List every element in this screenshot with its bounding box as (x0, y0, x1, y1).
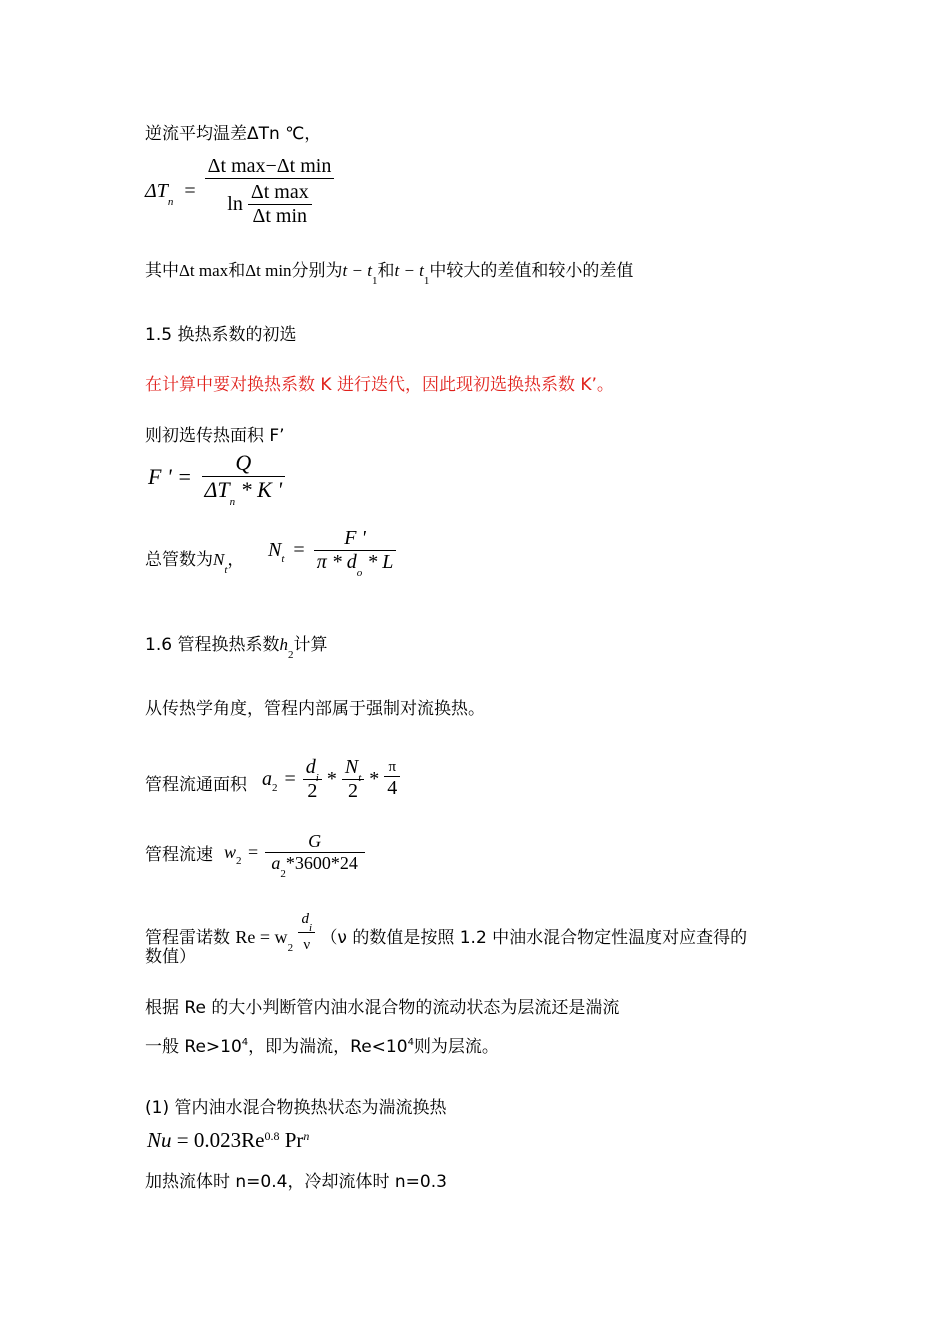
math-sub-1-a: 1 (371, 275, 378, 287)
eq-w2-den-a: a (271, 853, 281, 873)
eq-f-den-dt: ΔT (204, 477, 230, 502)
eq-w2-denominator (265, 852, 365, 880)
text-general-sup2: 4 (407, 1037, 414, 1048)
math-h2-sub: 2 (287, 649, 294, 661)
text-re-label: 管程雷诺数 (145, 928, 230, 948)
eq-a2-star2: * (369, 768, 380, 790)
highlight-note-red: 在计算中要对换热系数 K 进行迭代，因此现初选换热系数 K’。 (145, 375, 614, 395)
eq-a2-frac2 (342, 756, 364, 803)
text-and-2: 和 (377, 261, 395, 281)
eq-dtn-inner-num: Δt max (250, 181, 309, 203)
text-re-note: （ν 的数值是按照 1.2 中油水混合物定性温度对应查得的 (320, 928, 748, 948)
eq-dtn-equals: = (184, 180, 196, 202)
text-and: 和 (228, 261, 246, 281)
eq-a2-f1-num-d: d (305, 756, 316, 778)
eq-nt-fraction (314, 527, 397, 579)
eq-re-num-d: d (301, 911, 309, 927)
section-heading-1-6 (145, 633, 327, 659)
eq-nt-equals: = (293, 539, 305, 561)
eq-nt-den-sub: o (356, 567, 363, 579)
eq-nu-rhs: = 0.023Re (171, 1128, 265, 1152)
eq-a2-lhs: a (262, 768, 272, 790)
math-t-minus-t1-b: t − t (394, 261, 424, 280)
math-nt: N (213, 550, 225, 569)
section-heading-1-5: 1.5 换热系数的初选 (145, 325, 297, 345)
text-line-dt-definition (145, 259, 633, 285)
equation-dtn (145, 155, 334, 228)
eq-nu-pr: Pr (279, 1128, 304, 1152)
eq-nu-sup-08: 0.8 (264, 1129, 280, 1143)
text-line-re-note-cont: 数值） (145, 947, 196, 967)
text-suffix: 中较大的差值和较小的差值 (429, 261, 634, 281)
eq-a2-star1: * (326, 768, 337, 790)
text-line-flow-state: 根据 Re 的大小判断管内油水混合物的流动状态为层流还是湍流 (145, 998, 620, 1018)
eq-a2-f3-den: 4 (384, 776, 400, 800)
text-line-tube-count (145, 548, 244, 574)
text-general-c: 则为层流。 (413, 1037, 499, 1057)
text-line-flow-area-label: 管程流通面积 (145, 775, 247, 795)
eq-a2-f2-num (342, 756, 364, 784)
eq-dtn-ln: ln (227, 193, 243, 215)
text-line-forced-convection: 从传热学角度，管程内部属于强制对流换热。 (145, 699, 485, 719)
eq-re-lhs-sub: 2 (287, 942, 294, 954)
eq-f-denominator (202, 476, 286, 508)
eq-a2-f3-num: π (388, 759, 397, 775)
eq-w2-numerator: G (308, 831, 322, 851)
text-line-n-values: 加热流体时 n=0.4，冷却流体时 n=0.3 (145, 1172, 447, 1192)
section-1-6-suffix: 计算 (293, 635, 328, 655)
eq-nt-den-b: * L (362, 551, 394, 573)
eq-a2-lhs-sub: 2 (272, 781, 278, 794)
eq-re-fraction (298, 907, 315, 957)
eq-nt-lhs-sub: t (281, 552, 285, 565)
math-dtmax: Δt max (179, 261, 229, 280)
math-h2: h (279, 635, 288, 654)
eq-nu-lhs: Nu (147, 1128, 172, 1152)
equation-flow-area (262, 756, 400, 803)
math-sub-1-b: 1 (423, 275, 430, 287)
eq-a2-frac1 (303, 756, 322, 803)
eq-w2-den-b: *3600*24 (285, 853, 358, 873)
text-general-sup1: 4 (241, 1037, 249, 1048)
eq-a2-f2-den: 2 (342, 779, 364, 803)
equation-flow-velocity (224, 831, 365, 880)
eq-nt-numerator: F ' (344, 527, 366, 549)
eq-w2-fraction (265, 831, 365, 880)
eq-re-denominator: ν (298, 932, 315, 957)
eq-nt-denominator (314, 550, 397, 579)
eq-re-lhs: Re = w (235, 927, 288, 947)
text-line-turbulent-case: (1) 管内油水混合物换热状态为湍流换热 (145, 1098, 447, 1118)
text-prefix: 其中 (145, 261, 179, 281)
eq-nt-lhs: N (268, 539, 282, 561)
eq-re-num-sub: i (308, 922, 313, 934)
eq-w2-lhs-sub: 2 (236, 854, 242, 867)
eq-dtn-denominator (205, 178, 335, 228)
text-line-reynolds (145, 907, 747, 957)
eq-re-numerator (298, 907, 315, 932)
text-line-dtn-intro: 逆流平均温差ΔTn ℃， (145, 124, 322, 144)
eq-f-den-k: * K ' (235, 477, 283, 502)
eq-dtn-fraction (205, 155, 335, 228)
equation-tube-count (268, 527, 396, 579)
section-1-6-text: 1.6 管程换热系数 (145, 635, 280, 655)
equation-area (148, 450, 285, 508)
text-general-a: 一般 Re>10 (145, 1037, 242, 1057)
eq-dtn-numerator: Δt max−Δt min (207, 155, 332, 177)
eq-f-lhs: F ' = (148, 463, 192, 489)
eq-f-numerator: Q (235, 450, 252, 475)
eq-f-fraction (202, 450, 286, 508)
eq-nu-sup-n: n (303, 1129, 310, 1143)
text-line-re-threshold (145, 1035, 499, 1062)
eq-dtn-lhs-sub: n (167, 196, 174, 208)
math-nt-sub: t (224, 564, 228, 576)
eq-nt-den-a: π * d (316, 551, 357, 573)
eq-f-den-sub: n (229, 496, 236, 508)
text-comma: ， (227, 550, 245, 570)
eq-w2-lhs: w (224, 842, 237, 862)
eq-dtn-lhs: ΔT (145, 180, 168, 202)
text-general-b: ，即为湍流，Re<10 (248, 1037, 408, 1057)
eq-w2-den-sub: 2 (280, 868, 286, 880)
eq-dtn-inner-fraction (248, 181, 312, 228)
text-line-flow-velocity-label: 管程流速 (145, 845, 213, 865)
math-t-minus-t1-a: t − t (342, 261, 372, 280)
eq-a2-frac3 (384, 759, 400, 800)
math-dtmin: Δt min (245, 261, 292, 280)
eq-a2-f1-num-sub: i (315, 772, 319, 784)
eq-a2-f2-num-n: N (344, 756, 359, 778)
eq-a2-f1-num (303, 756, 322, 784)
eq-a2-f2-num-sub: t (358, 772, 362, 784)
eq-a2-f1-den: 2 (303, 779, 322, 803)
text-nt-prefix: 总管数为 (145, 550, 213, 570)
eq-w2-equals: = (248, 842, 259, 862)
eq-dtn-inner-den: Δt min (248, 204, 312, 228)
eq-a2-equals: = (284, 768, 296, 790)
text-respectively: 分别为 (291, 261, 343, 281)
equation-nusselt (147, 1128, 309, 1153)
text-line-initial-area: 则初选传热面积 F’ (145, 426, 285, 446)
